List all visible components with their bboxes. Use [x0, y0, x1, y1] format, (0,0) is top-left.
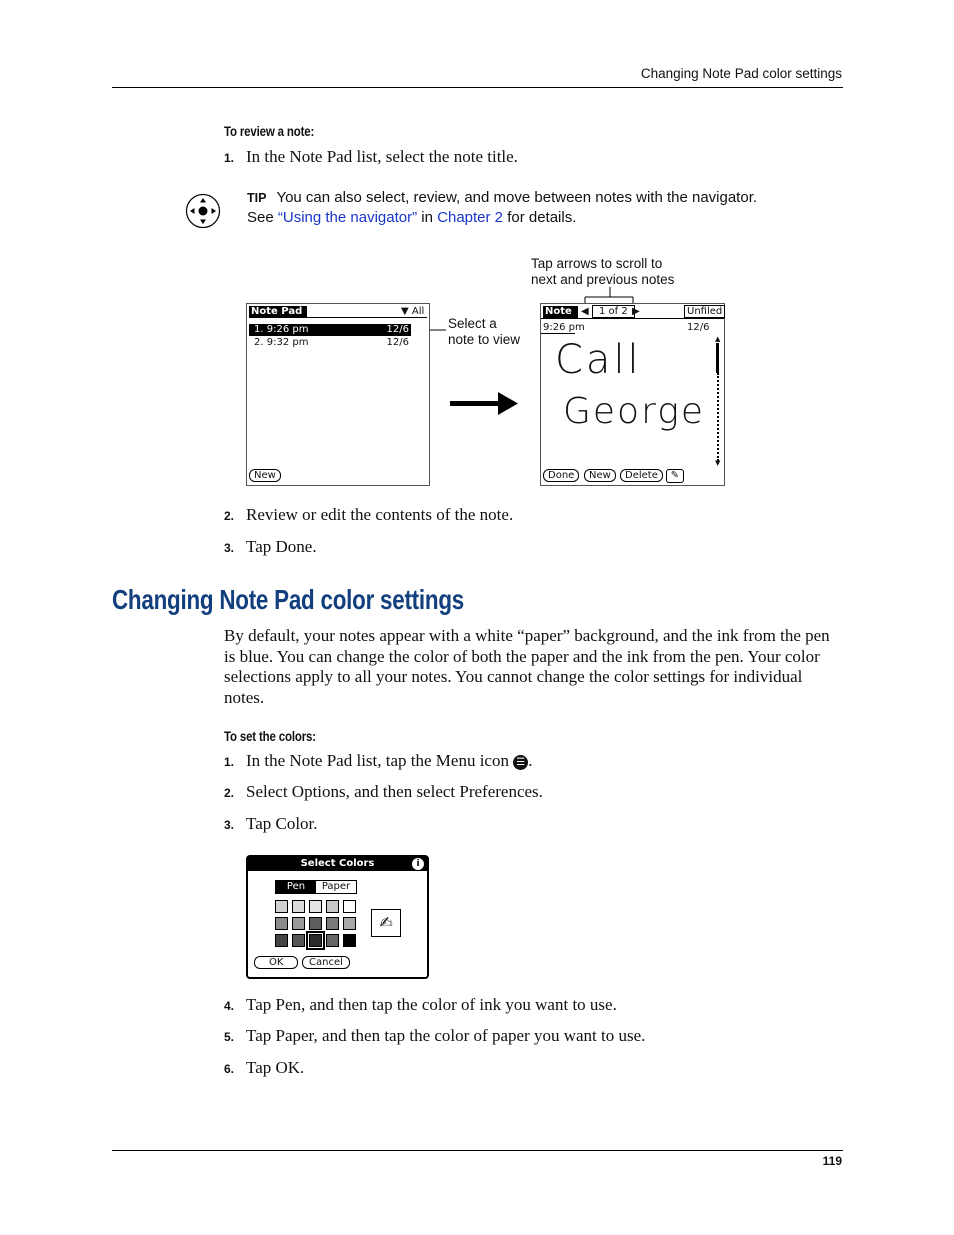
color-swatch[interactable] — [275, 934, 288, 947]
list-row[interactable] — [249, 337, 411, 349]
step-text: Tap Done. — [246, 537, 317, 556]
scrollbar[interactable] — [716, 337, 720, 467]
info-icon[interactable]: i — [412, 858, 424, 870]
time-underline — [541, 333, 575, 334]
step-number: 2. — [224, 509, 235, 523]
review-step-1 — [224, 147, 518, 167]
footer-rule — [112, 1150, 843, 1151]
section-title: Changing Note Pad color settings — [112, 584, 464, 615]
color-swatch[interactable] — [326, 900, 339, 913]
note-list-screen — [246, 303, 430, 486]
color-swatch[interactable] — [343, 900, 356, 913]
scrollbar-track — [717, 373, 720, 461]
page-indicator: 1 of 2 — [592, 305, 635, 318]
row-label: 1. 9:26 pm — [254, 324, 309, 335]
cancel-button[interactable]: Cancel — [302, 956, 350, 969]
tip-label: TIP — [247, 191, 267, 205]
header-rule — [112, 87, 843, 88]
menu-icon: ☰ — [513, 755, 528, 770]
step-number: 4. — [224, 999, 235, 1013]
step-text: Review or edit the contents of the note. — [246, 505, 514, 524]
colors-step-2 — [224, 782, 543, 802]
handwriting-line-1: Call — [555, 337, 642, 383]
color-swatch[interactable] — [275, 917, 288, 930]
row-date: 12/6 — [386, 324, 409, 335]
running-header: Changing Note Pad color settings — [640, 66, 842, 81]
color-swatch[interactable] — [292, 900, 305, 913]
step-text: Tap OK. — [246, 1058, 305, 1077]
dialog-title: Select Colors — [248, 857, 427, 871]
category-picker[interactable] — [401, 306, 424, 317]
category-label: All — [411, 306, 425, 317]
colors-step-5 — [224, 1026, 645, 1046]
title-underline — [307, 317, 427, 318]
colors-step-4 — [224, 995, 617, 1015]
scroll-up-icon[interactable]: ▲ — [715, 335, 721, 343]
done-button[interactable]: Done — [543, 469, 579, 482]
step-number: 1. — [224, 755, 235, 769]
tab-pen[interactable]: Pen — [276, 881, 316, 893]
color-swatch[interactable] — [292, 917, 305, 930]
row-label: 2. 9:32 pm — [254, 337, 309, 348]
review-step-3 — [224, 537, 317, 557]
colors-step-6 — [224, 1058, 304, 1078]
step-number: 3. — [224, 818, 235, 832]
step-text: In the Note Pad list, tap the Menu icon — [246, 751, 509, 770]
colors-step-3 — [224, 814, 318, 834]
step-suffix: . — [528, 751, 533, 770]
scroll-down-icon[interactable]: ▼ — [715, 459, 721, 467]
color-swatch[interactable] — [343, 934, 356, 947]
callout-scroll-arrows — [531, 256, 674, 287]
procedure-heading-colors: To set the colors: — [224, 728, 316, 744]
new-button[interactable]: New — [249, 469, 281, 482]
step-number: 5. — [224, 1030, 235, 1044]
pen-icon[interactable]: ✎ — [666, 469, 684, 483]
step-number: 2. — [224, 786, 235, 800]
note-time: 9:26 pm — [543, 322, 585, 333]
tip-text: You can also select, review, and move between notes with the navigator. — [276, 189, 758, 206]
procedure-heading-review: To review a note: — [224, 123, 315, 139]
link-using-navigator[interactable]: “Using the navigator” — [277, 209, 418, 226]
delete-button[interactable]: Delete — [620, 469, 663, 482]
link-chapter-2[interactable]: Chapter 2 — [437, 209, 504, 226]
tip-see: See — [247, 209, 274, 226]
next-note-arrow-icon[interactable]: ▶ — [632, 306, 640, 317]
color-swatch[interactable] — [309, 934, 322, 947]
ok-button[interactable]: OK — [254, 956, 298, 969]
note-title-tab: Note — [543, 306, 578, 318]
colors-step-1 — [224, 751, 532, 771]
color-swatch[interactable] — [326, 917, 339, 930]
pen-paper-tabs — [275, 880, 357, 894]
note-view-screen — [540, 303, 725, 486]
step-text: Tap Pen, and then tap the color of ink you want to use. — [246, 995, 617, 1014]
step-text: Tap Paper, and then tap the color of paper you want to use. — [246, 1026, 646, 1045]
page-number: 119 — [822, 1154, 842, 1168]
callout-line: note to view — [448, 331, 521, 347]
select-colors-dialog — [246, 855, 429, 979]
prev-note-arrow-icon[interactable]: ◀ — [581, 306, 589, 317]
row-date: 12/6 — [386, 337, 409, 348]
step-text: Select Options, and then select Preferences. — [246, 782, 543, 801]
step-number: 3. — [224, 541, 235, 555]
title-underline — [541, 318, 724, 319]
pen-preview-icon: ✍ — [371, 909, 401, 937]
scrollbar-thumb[interactable] — [716, 343, 719, 373]
list-title-tab: Note Pad — [249, 306, 307, 318]
chevron-down-icon: ▼ — [401, 306, 409, 317]
section-intro: By default, your notes appear with a white “paper” background, and the ink from the pen is blue. You can change the color of both the paper and the ink from the pen. Your color selections apply to all your notes. You cannot change the color settings for individual notes. — [224, 626, 830, 707]
navigator-icon — [185, 193, 221, 229]
color-swatch[interactable] — [326, 934, 339, 947]
tip-block — [247, 188, 757, 227]
note-date: 12/6 — [687, 322, 710, 333]
color-swatch[interactable] — [309, 917, 322, 930]
step-text: In the Note Pad list, select the note title. — [246, 147, 518, 166]
color-swatch[interactable] — [292, 934, 305, 947]
review-step-2 — [224, 505, 513, 525]
list-row-selected[interactable] — [249, 324, 411, 336]
step-text: Tap Color. — [246, 814, 318, 833]
color-swatch-grid — [275, 900, 361, 952]
handwriting-line-2: George — [563, 391, 705, 432]
callout-line: Select a — [448, 316, 497, 331]
color-swatch[interactable] — [309, 900, 322, 913]
callout-line: Tap arrows to scroll to — [531, 256, 663, 271]
tip-end: for details. — [507, 209, 577, 226]
color-swatch[interactable] — [343, 917, 356, 930]
callout-line: next and previous notes — [531, 271, 675, 287]
arrow-right-icon — [450, 390, 522, 418]
color-swatch[interactable] — [275, 900, 288, 913]
new-note-button[interactable]: New — [584, 469, 616, 482]
tab-paper[interactable]: Paper — [321, 881, 351, 892]
step-number: 6. — [224, 1062, 235, 1076]
tip-in: in — [421, 209, 433, 226]
category-label[interactable]: Unfiled — [684, 305, 725, 318]
step-number: 1. — [224, 151, 235, 165]
